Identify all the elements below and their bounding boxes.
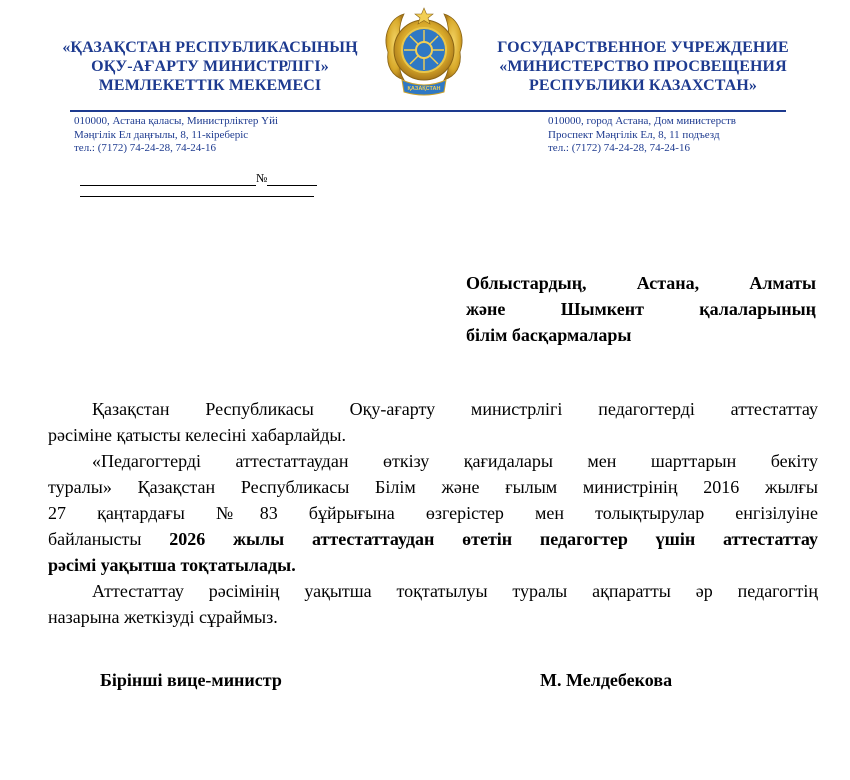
header-right-line-2: «МИНИСТЕРСТВО ПРОСВЕЩЕНИЯ xyxy=(499,58,787,75)
address-left-line-3: тел.: (7172) 74-24-28, 74-24-16 xyxy=(74,142,216,154)
registration-date-blank xyxy=(80,176,256,186)
paragraph-2-line-3: 27 қаңтардағы №83 бұйрығына өзгерістер мен толықтырулар енгізілуіне xyxy=(48,503,818,523)
header-kazakh-name xyxy=(50,38,370,95)
address-russian xyxy=(548,115,736,156)
header-divider xyxy=(70,110,786,112)
addressee-line-1: Облыстардың, Астана, Алматы xyxy=(466,273,816,293)
header-left-line-1: «ҚАЗАҚСТАН РЕСПУБЛИКАСЫНЫҢ xyxy=(62,39,358,56)
paragraph-2-line-5 xyxy=(48,552,818,578)
paragraph-2-line-5-bold: рәсімі уақытша тоқтатылады. xyxy=(48,555,296,575)
paragraph-3-line-1: Аттестаттау рәсімінің уақытша тоқтатылуы туралы ақпаратты әр педагогтің xyxy=(92,581,818,601)
header-left-line-2: ОҚУ-АҒАРТУ МИНИСТРЛІГІ» xyxy=(91,58,329,75)
number-sign: № xyxy=(256,171,268,185)
address-right-line-1: 010000, город Астана, Дом министерств xyxy=(548,115,736,127)
emblem-ribbon-text: ҚАЗАҚСТАН xyxy=(407,86,441,92)
registration-number-line xyxy=(80,171,317,186)
paragraph-2-line-2: туралы» Қазақстан Республикасы Білім және ғылым министрінің 2016 жылғы xyxy=(48,477,818,497)
address-right-line-2: Проспект Мәңгілік Ел, 8, 11 подъезд xyxy=(548,128,720,141)
paragraph-1-line-2: рәсіміне қатысты келесіні хабарлайды. xyxy=(48,425,347,445)
paragraph-2-line-4 xyxy=(48,526,818,552)
header-right-line-1: ГОСУДАРСТВЕННОЕ УЧРЕЖДЕНИЕ xyxy=(497,39,789,56)
registration-reference-line xyxy=(80,196,314,197)
address-left-line-2: Мәңгілік Ел даңғылы, 8, 11-кіреберіс xyxy=(74,128,249,141)
signatory-position: Бірінші вице-министр xyxy=(100,670,282,690)
paragraph-2-line-4-plain: байланысты xyxy=(48,529,170,549)
signatory-name: М. Мелдебекова xyxy=(540,670,673,690)
address-right-line-3: тел.: (7172) 74-24-28, 74-24-16 xyxy=(548,142,690,154)
addressee-line-2: және Шымкент қалаларының xyxy=(466,299,816,319)
header-right-line-3: РЕСПУБЛИКИ КАЗАХСТАН» xyxy=(528,77,757,94)
address-kazakh xyxy=(74,115,278,156)
paragraph-2-line-4-bold: 2026 жылы аттестаттаудан өтетін педагогтер үшін аттестаттау xyxy=(169,529,818,549)
registration-number-blank xyxy=(267,176,317,186)
letter-body xyxy=(48,396,818,630)
paragraph-3-line-2: назарына жеткізуді сұраймыз. xyxy=(48,607,278,627)
header-left-line-3: МЕМЛЕКЕТТІК МЕКЕМЕСІ xyxy=(98,77,322,94)
addressee-block xyxy=(466,270,816,348)
state-emblem-icon xyxy=(378,6,470,98)
paragraph-2-line-1: «Педагогтерді аттестаттаудан өткізу қағидалары мен шарттарын бекіту xyxy=(92,451,818,471)
header-russian-name xyxy=(478,38,808,95)
paragraph-1-line-1: Қазақстан Республикасы Оқу-ағарту министрлігі педагогтерді аттестаттау xyxy=(92,399,818,419)
address-left-line-1: 010000, Астана қаласы, Министрліктер Үйі xyxy=(74,115,279,127)
addressee-line-3: білім басқармалары xyxy=(466,325,632,345)
